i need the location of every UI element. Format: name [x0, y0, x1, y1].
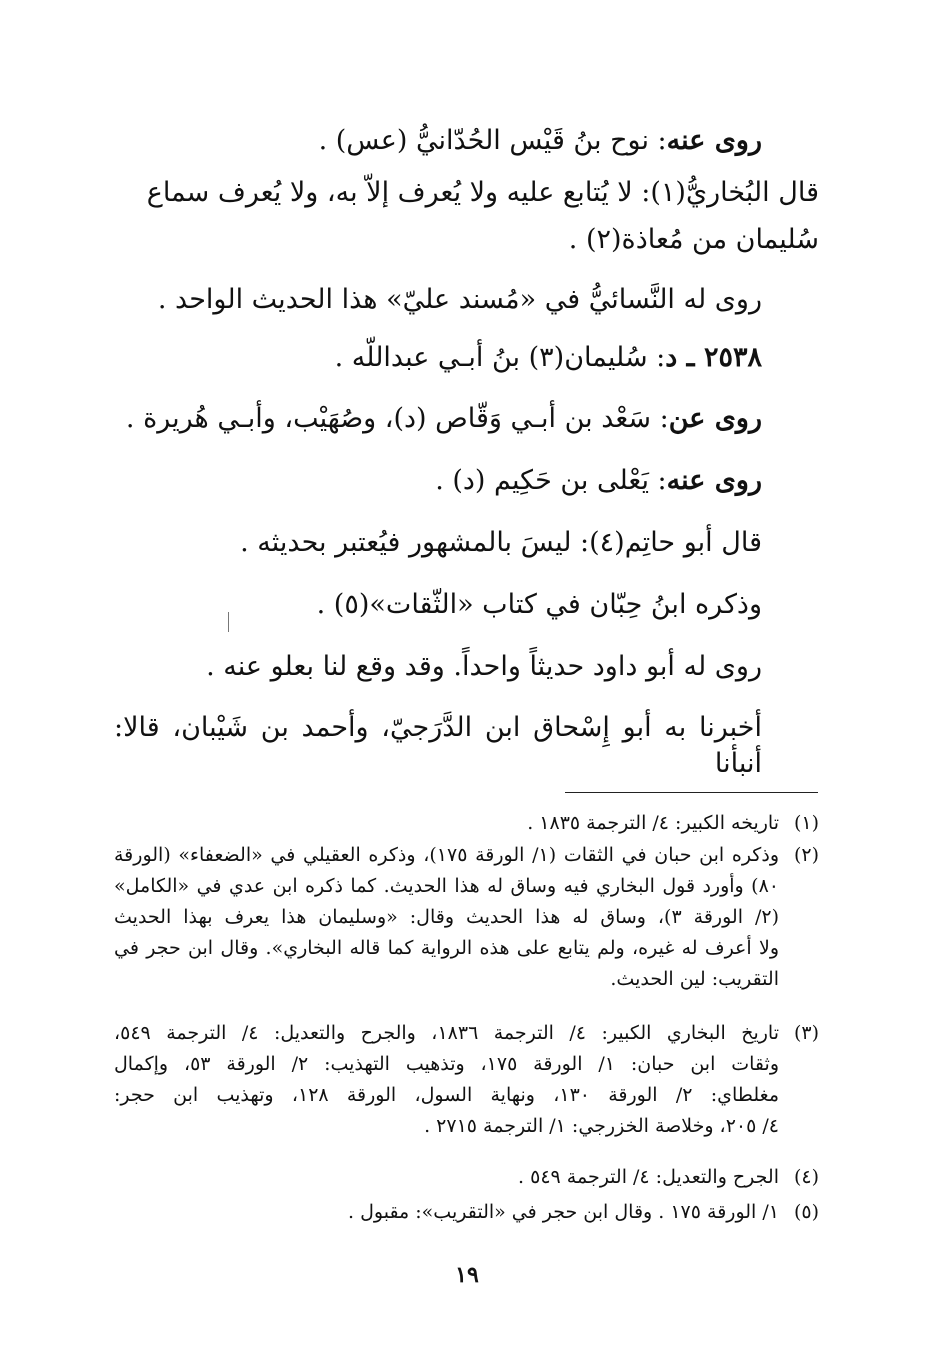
entry-name: : سُليمان(٣) بنُ أبـي عبداللّه . [334, 342, 666, 373]
footnote-line: ٨٠) وأورد قول البخاري فيه وساق له هذا الحديث. كما ذكره ابن عدي في «الكامل» [114, 875, 779, 897]
body-line-4 [158, 282, 762, 318]
body-text: قال البُخاريُّ(١): لا يُتابع عليه ولا يُعرف إلاّ به، ولا يُعرف سماع [146, 177, 819, 208]
footnote-number: (٣) [793, 1022, 819, 1044]
footnote-line: التقريب: لين الحديث. [610, 968, 779, 990]
entry-number: ٢٥٣٨ ـ د [665, 342, 762, 373]
label-rawa-anhu: روى عنه [666, 125, 762, 156]
footnote-2 [114, 840, 819, 995]
footnote-line: تاريخه الكبير: ٤/ الترجمة ١٨٣٥ . [527, 812, 779, 834]
footnote-number: (٥) [793, 1201, 819, 1223]
body-text: : نوح بنُ قَيْس الحُدّانيُّ (عس) . [318, 125, 667, 156]
body-text: : سَعْد بن أبـي وَقّاص (د)، وصُهَيْب، وأبـي هُريرة . [125, 403, 669, 434]
body-text: روى له النَّسائيُّ في «مُسند عليّ» هذا الحديث الواحد . [157, 284, 762, 315]
body-line-10 [206, 649, 762, 685]
footnote-1 [114, 808, 819, 839]
page-number: ١٩ [455, 1262, 479, 1288]
body-line-3 [569, 222, 819, 258]
footnote-line: وثقات ابن حبان: ١/ الورقة ١٧٥، وتذهيب التهذيب: ٢/ الورقة ٥٣، وإكمال [114, 1053, 779, 1075]
footnote-5 [114, 1197, 819, 1228]
body-text: أخبرنا به أبو إِسْحاق ابن الدَّرَجيّ، وأحمد بن شَيْبان، قالا: أنبأنا [114, 712, 762, 779]
label-rawa-anhu: روى عنه [666, 465, 762, 496]
body-text: : يَعْلى بن حَكِيم (د) . [435, 465, 667, 496]
body-line-7 [435, 463, 762, 499]
body-line-6 [126, 401, 762, 437]
footnote-line: ١/ الورقة ١٧٥ . وقال ابن حجر في «التقريب»: مقبول . [348, 1201, 779, 1223]
body-line-11 [114, 710, 762, 782]
entry-heading [335, 340, 762, 376]
footnote-line: الجرح والتعديل: ٤/ الترجمة ٥٤٩ . [518, 1166, 779, 1188]
body-text: روى له أبو داود حديثاً واحداً. وقد وقع لنا بعلو عنه . [206, 651, 762, 682]
body-text: وذكره ابنُ حِبّان في كتاب «الثّقات»(٥) . [316, 589, 762, 620]
footnote-line: تاريخ البخاري الكبير: ٤/ الترجمة ١٨٣٦، والجرح والتعديل: ٤/ الترجمة ٥٤٩، [114, 1022, 779, 1044]
body-line-8 [240, 525, 762, 561]
body-text: قال أبو حاتِم(٤): ليسَ بالمشهور فيُعتبر بحديثه . [240, 527, 762, 558]
footnote-number: (٢) [793, 844, 819, 866]
body-line-1 [319, 123, 762, 159]
footnote-number: (٤) [793, 1166, 819, 1188]
footnote-number: (١) [793, 812, 819, 834]
footnote-line: ٤/ ٢٠٥، وخلاصة الخزرجي: ١/ الترجمة ٢٧١٥ . [424, 1115, 779, 1137]
footnote-line: (٢/ الورقة ٣)، وساق له هذا الحديث وقال: «وسليمان هذا يعرف بهذا الحديث [114, 906, 779, 928]
footnote-3 [114, 1018, 819, 1142]
footnote-line: وذكره ابن حبان في الثقات (١/ الورقة ١٧٥)، وذكره العقيلي في «الضعفاء» (الورقة [114, 844, 779, 866]
body-line-9 [317, 587, 762, 623]
footnote-divider [565, 792, 818, 793]
body-text: سُليمان من مُعاذة(٢) . [568, 224, 819, 255]
footnote-line: ولا أعرف له غيره، ولم يتابع على هذه الرواية كما قاله البخاري». وقال ابن حجر في [114, 937, 779, 959]
footnote-line: مغلطاي: ٢/ الورقة ١٣٠، ونهاية السول، الورقة ١٢٨، وتهذيب ابن حجر: [114, 1084, 779, 1106]
label-rawa-an: روى عن [668, 403, 762, 434]
print-speck [228, 612, 229, 632]
footnote-4 [114, 1162, 819, 1193]
body-line-2 [114, 175, 819, 211]
